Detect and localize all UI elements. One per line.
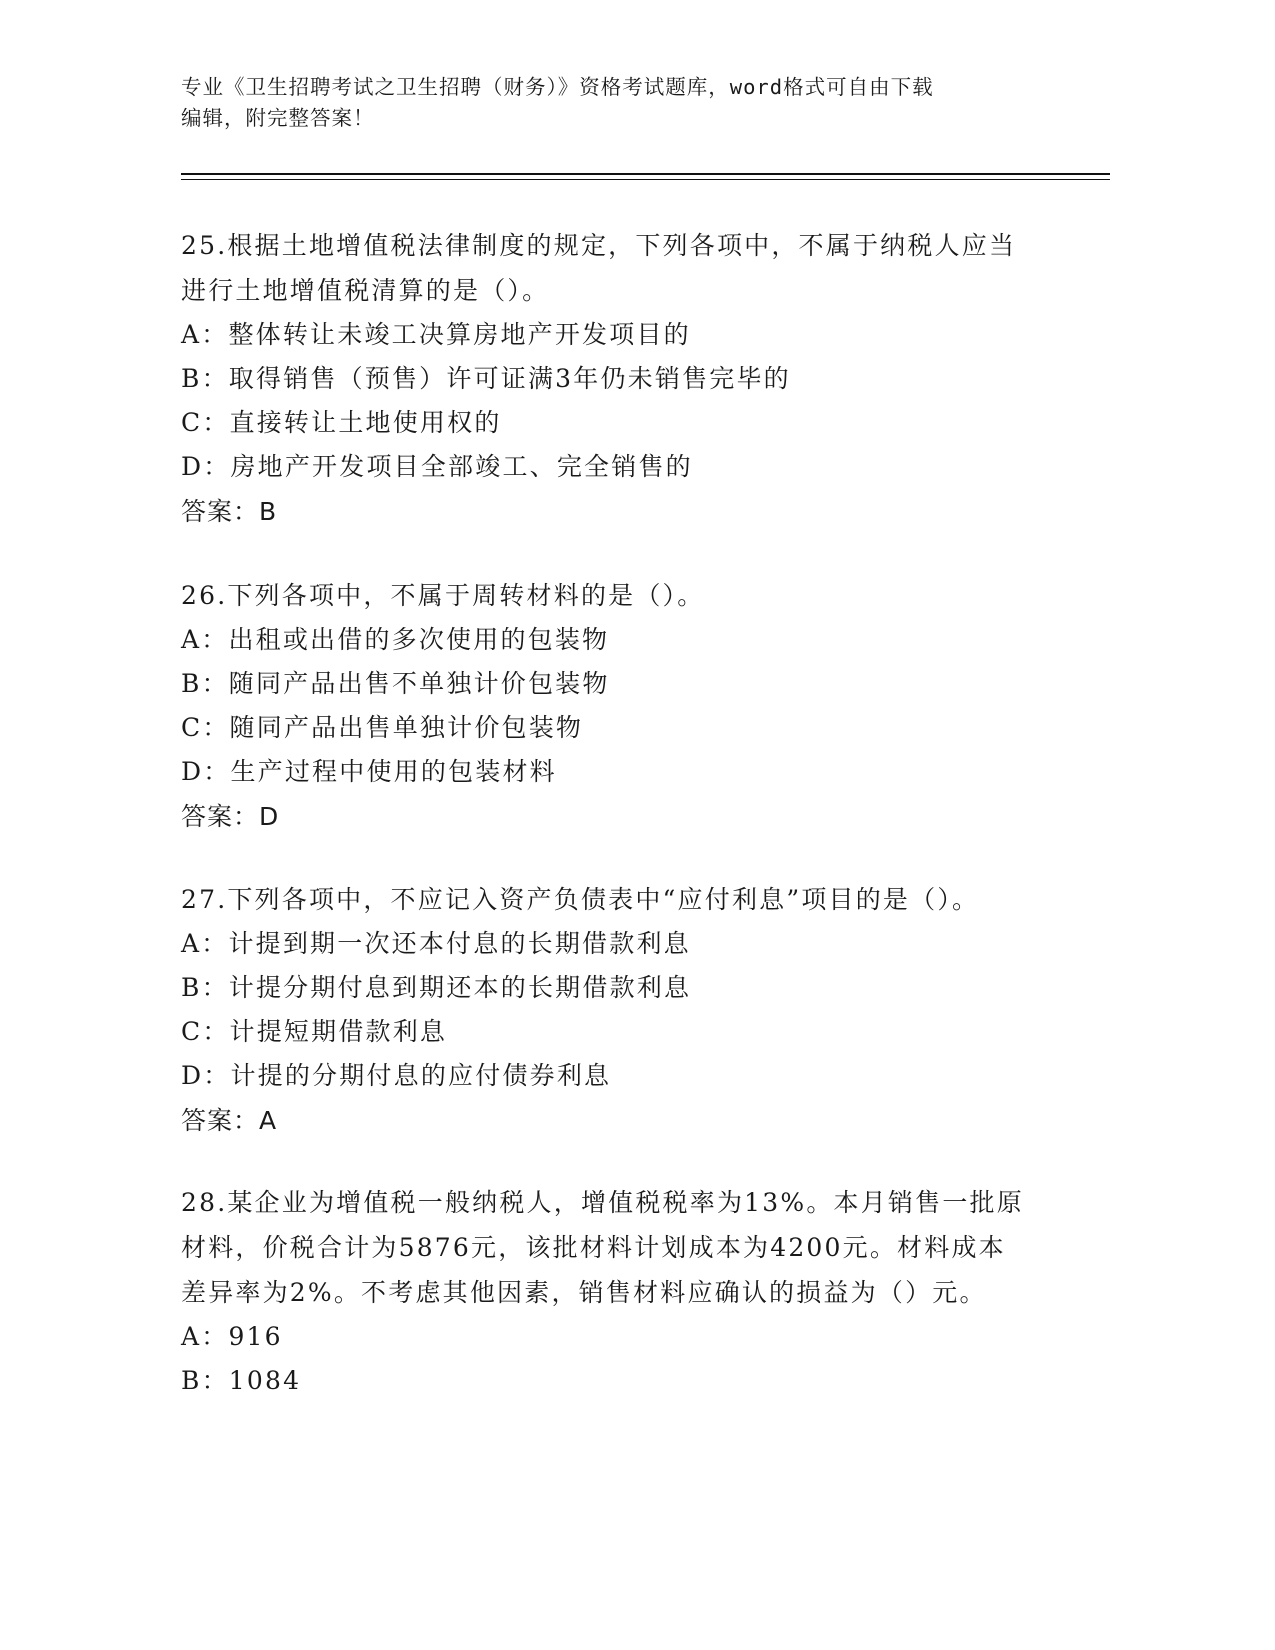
answer-line: 答案：A — [181, 1106, 278, 1135]
header-divider-thick — [181, 173, 1110, 175]
question-stem: 25.根据土地增值税法律制度的规定，下列各项中，不属于纳税人应当 — [181, 231, 1017, 260]
option-a: A：整体转让未竣工决算房地产开发项目的 — [181, 320, 691, 349]
option-d: D：生产过程中使用的包装材料 — [181, 757, 557, 786]
option-b: B：1084 — [181, 1366, 302, 1395]
question-stem: 28.某企业为增值税一般纳税人，增值税税率为13%。本月销售一批原 — [181, 1188, 1024, 1217]
option-a: A：出租或出借的多次使用的包装物 — [181, 625, 610, 654]
option-a: A：计提到期一次还本付息的长期借款利息 — [181, 929, 691, 958]
option-a: A：916 — [181, 1322, 283, 1351]
option-c: C：计提短期借款利息 — [181, 1017, 448, 1046]
option-d: D：计提的分期付息的应付债券利息 — [181, 1061, 612, 1090]
question-stem: 差异率为2%。不考虑其他因素，销售材料应确认的损益为（）元。 — [181, 1278, 987, 1307]
option-b: B：随同产品出售不单独计价包装物 — [181, 669, 610, 698]
header-line-2: 编辑，附完整答案！ — [181, 106, 375, 130]
option-b: B：取得销售（预售）许可证满3年仍未销售完毕的 — [181, 364, 791, 393]
question-stem: 26.下列各项中，不属于周转材料的是（）。 — [181, 581, 705, 610]
option-b: B：计提分期付息到期还本的长期借款利息 — [181, 973, 692, 1002]
option-c: C：随同产品出售单独计价包装物 — [181, 713, 584, 742]
header-divider-thin — [181, 179, 1110, 180]
question-26 — [181, 573, 1061, 840]
answer-line: 答案：B — [181, 497, 278, 526]
option-d: D：房地产开发项目全部竣工、完全销售的 — [181, 452, 693, 481]
question-stem: 27.下列各项中，不应记入资产负债表中“应付利息”项目的是（）。 — [181, 885, 980, 914]
document-header — [181, 72, 1061, 134]
question-28 — [181, 1180, 1061, 1403]
question-stem: 材料，价税合计为5876元，该批材料计划成本为4200元。材料成本 — [181, 1233, 1006, 1262]
question-stem: 进行土地增值税清算的是（）。 — [181, 276, 550, 305]
question-27 — [181, 877, 1061, 1144]
question-25 — [181, 223, 1061, 535]
answer-line: 答案：D — [181, 802, 280, 831]
header-line-1: 专业《卫生招聘考试之卫生招聘（财务）》资格考试题库，word格式可自由下载 — [181, 75, 934, 99]
option-c: C：直接转让土地使用权的 — [181, 408, 502, 437]
